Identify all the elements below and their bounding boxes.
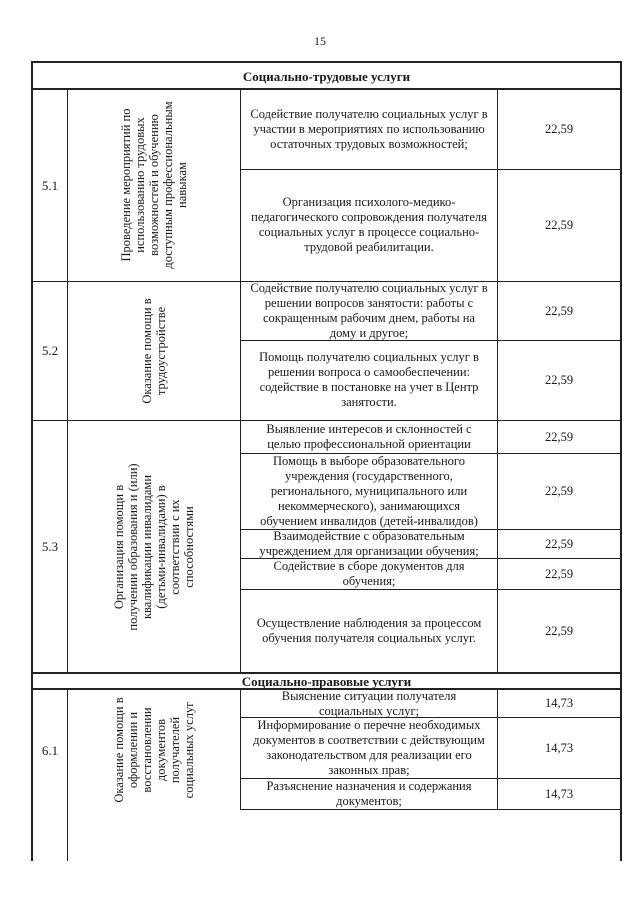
row-number-5-2: 5.2 [41,343,59,358]
service-item-5-3-1: Выявление интересов и склонностей с целью профессиональной ориентации [266,422,472,451]
row-number-5-3: 5.3 [41,539,59,554]
tariff-value-5-1-2: 22,59 [544,217,574,232]
page-number: 15 [314,34,326,48]
service-item-6-1-2: Информирование о перечне необходимых документов в соответствии с действующим законодательством для реализации его законных прав; [253,718,485,777]
service-name-5-2: Оказание помощи в трудоустройстве [140,297,168,404]
tariff-value-5-3-3: 22,59 [544,536,574,551]
row-number-6-1: 6.1 [41,742,59,758]
tariff-value-5-1-1: 22,59 [544,121,574,136]
service-name-6-1: Оказание помощи в оформлении и восстановлении документов получателей социальных услуг [112,697,196,803]
tariff-value-5-2-2: 22,59 [544,372,574,387]
section-title-social-legal: Социально-правовые услуги [241,673,412,689]
section-title-social-labor: Социально-трудовые услуги [242,68,411,84]
tariff-value-5-3-5: 22,59 [544,623,574,638]
service-name-5-1: Проведение мероприятий по использованию трудовых возможностей и обучению доступным профессиональным навыкам [119,101,189,269]
service-item-5-3-5: Осуществление наблюдения за процессом обучения получателя социальных услуг. [256,616,482,645]
service-item-5-2-2: Помощь получателю социальных услуг в решении вопроса о самообеспечении: содействие в постановке на учет в Центр занятости. [259,350,479,409]
service-item-5-3-2: Помощь в выборе образовательного учреждения (государственного, регионального, муниципального или некоммерческого), занимающихся обучением инвалидов (детей-инвалидов) [260,454,478,528]
tariff-value-6-1-3: 14,73 [544,786,574,801]
service-item-5-1-2: Организация психолого-медико-педагогического сопровождения получателя социальных услуг в процессе социально-трудовой реабилитации. [251,195,487,254]
service-item-6-1-1: Выяснение ситуации получателя социальных услуг; [281,688,457,718]
tariff-value-5-2-1: 22,59 [544,303,574,318]
tariff-value-5-3-1: 22,59 [544,429,574,444]
service-item-6-1-3: Разъяснение назначения и содержания документов; [266,779,472,808]
service-name-5-3: Организация помощи в получении образования и (или) квалификации инвалидами (детьми-инвалидами) в соответствии с их способностями [112,462,196,631]
service-item-5-3-4: Содействие в сборе документов для обучения; [273,559,465,588]
tariff-value-5-3-4: 22,59 [544,566,574,581]
service-item-5-1-1: Содействие получателю социальных услуг в участии в мероприятиях по использованию остаточных трудовых возможностей; [250,106,488,151]
tariff-value-5-3-2: 22,59 [544,484,574,498]
tariff-value-6-1-1: 14,73 [544,696,574,710]
row-number-5-1: 5.1 [41,177,59,193]
service-item-5-2-1: Содействие получателю социальных услуг в решении вопросов занятости: работы с сокращенным рабочим днем, работы на дому и другое; [250,281,488,340]
tariff-value-6-1-2: 14,73 [544,740,574,755]
service-item-5-3-3: Взаимодействие с образовательным учреждением для организации обучения; [259,529,479,558]
